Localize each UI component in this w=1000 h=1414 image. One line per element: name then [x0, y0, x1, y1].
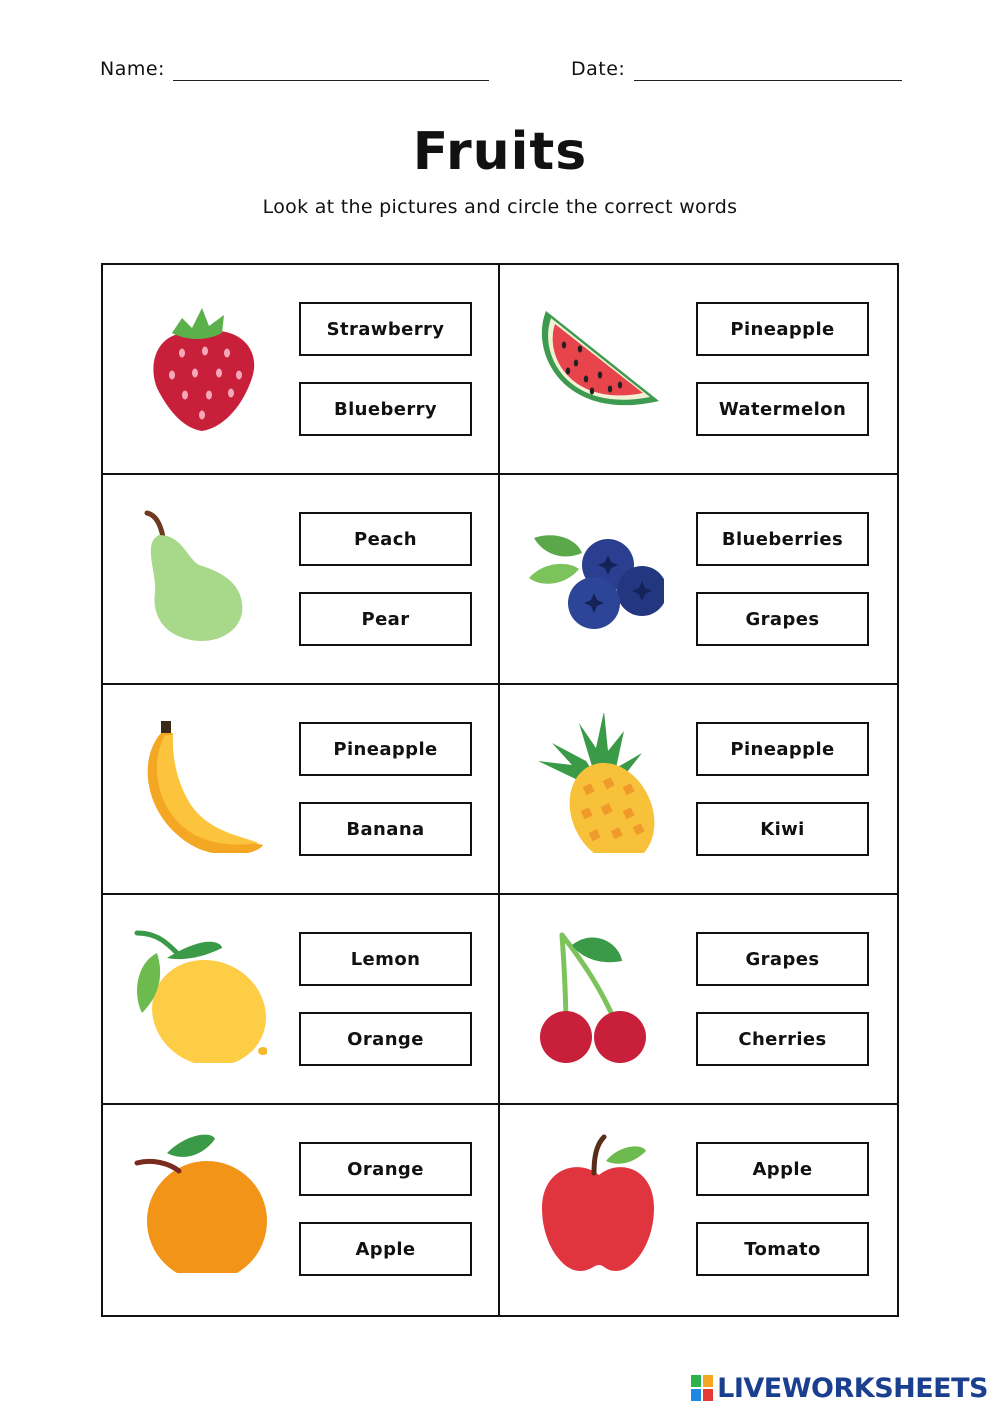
worksheet-header	[100, 58, 902, 88]
option-strawberry[interactable]: Strawberry	[299, 302, 472, 356]
instructions: Look at the pictures and circle the correct words	[262, 196, 738, 218]
date-label: Date:	[571, 58, 626, 80]
option-blueberry[interactable]: Blueberry	[299, 382, 472, 436]
option-pear[interactable]: Pear	[299, 592, 472, 646]
liveworksheets-logo-icon	[691, 1375, 713, 1401]
name-label: Name:	[100, 58, 165, 80]
option-lemon[interactable]: Lemon	[299, 932, 472, 986]
fruit-cell	[103, 1105, 500, 1315]
fruit-cell	[500, 265, 897, 475]
apple-icon	[524, 1133, 664, 1273]
fruit-cell	[103, 265, 500, 475]
fruit-grid	[101, 263, 899, 1317]
option-watermelon[interactable]: Watermelon	[696, 382, 869, 436]
fruit-cell	[500, 1105, 897, 1315]
fruit-cell	[500, 475, 897, 685]
banana-icon	[127, 713, 267, 853]
date-field[interactable]	[571, 58, 625, 80]
option-cherries[interactable]: Cherries	[696, 1012, 869, 1066]
brand-text: LIVEWORKSHEETS	[717, 1372, 988, 1404]
option-apple[interactable]: Apple	[299, 1222, 472, 1276]
option-tomato[interactable]: Tomato	[696, 1222, 869, 1276]
cherries-icon	[524, 923, 664, 1063]
name-field[interactable]	[100, 58, 165, 80]
option-blueberries[interactable]: Blueberries	[696, 512, 869, 566]
option-pineapple[interactable]: Pineapple	[299, 722, 472, 776]
option-peach[interactable]: Peach	[299, 512, 472, 566]
option-apple[interactable]: Apple	[696, 1142, 869, 1196]
liveworksheets-brand	[691, 1372, 988, 1404]
pear-icon	[127, 503, 267, 643]
fruit-cell	[500, 685, 897, 895]
option-grapes[interactable]: Grapes	[696, 592, 869, 646]
name-input-line[interactable]	[173, 80, 489, 81]
fruit-cell	[103, 895, 500, 1105]
orange-icon	[127, 1133, 267, 1273]
fruit-cell	[500, 895, 897, 1105]
page-title: Fruits	[412, 122, 588, 182]
watermelon-icon	[524, 293, 664, 433]
option-pineapple[interactable]: Pineapple	[696, 722, 869, 776]
option-grapes[interactable]: Grapes	[696, 932, 869, 986]
pineapple-icon	[524, 713, 664, 853]
lemon-icon	[127, 923, 267, 1063]
fruit-cell	[103, 685, 500, 895]
option-orange[interactable]: Orange	[299, 1142, 472, 1196]
fruit-cell	[103, 475, 500, 685]
strawberry-icon	[127, 293, 267, 433]
date-input-line[interactable]	[634, 80, 902, 81]
blueberries-icon	[524, 503, 664, 643]
option-orange[interactable]: Orange	[299, 1012, 472, 1066]
option-pineapple[interactable]: Pineapple	[696, 302, 869, 356]
option-banana[interactable]: Banana	[299, 802, 472, 856]
option-kiwi[interactable]: Kiwi	[696, 802, 869, 856]
